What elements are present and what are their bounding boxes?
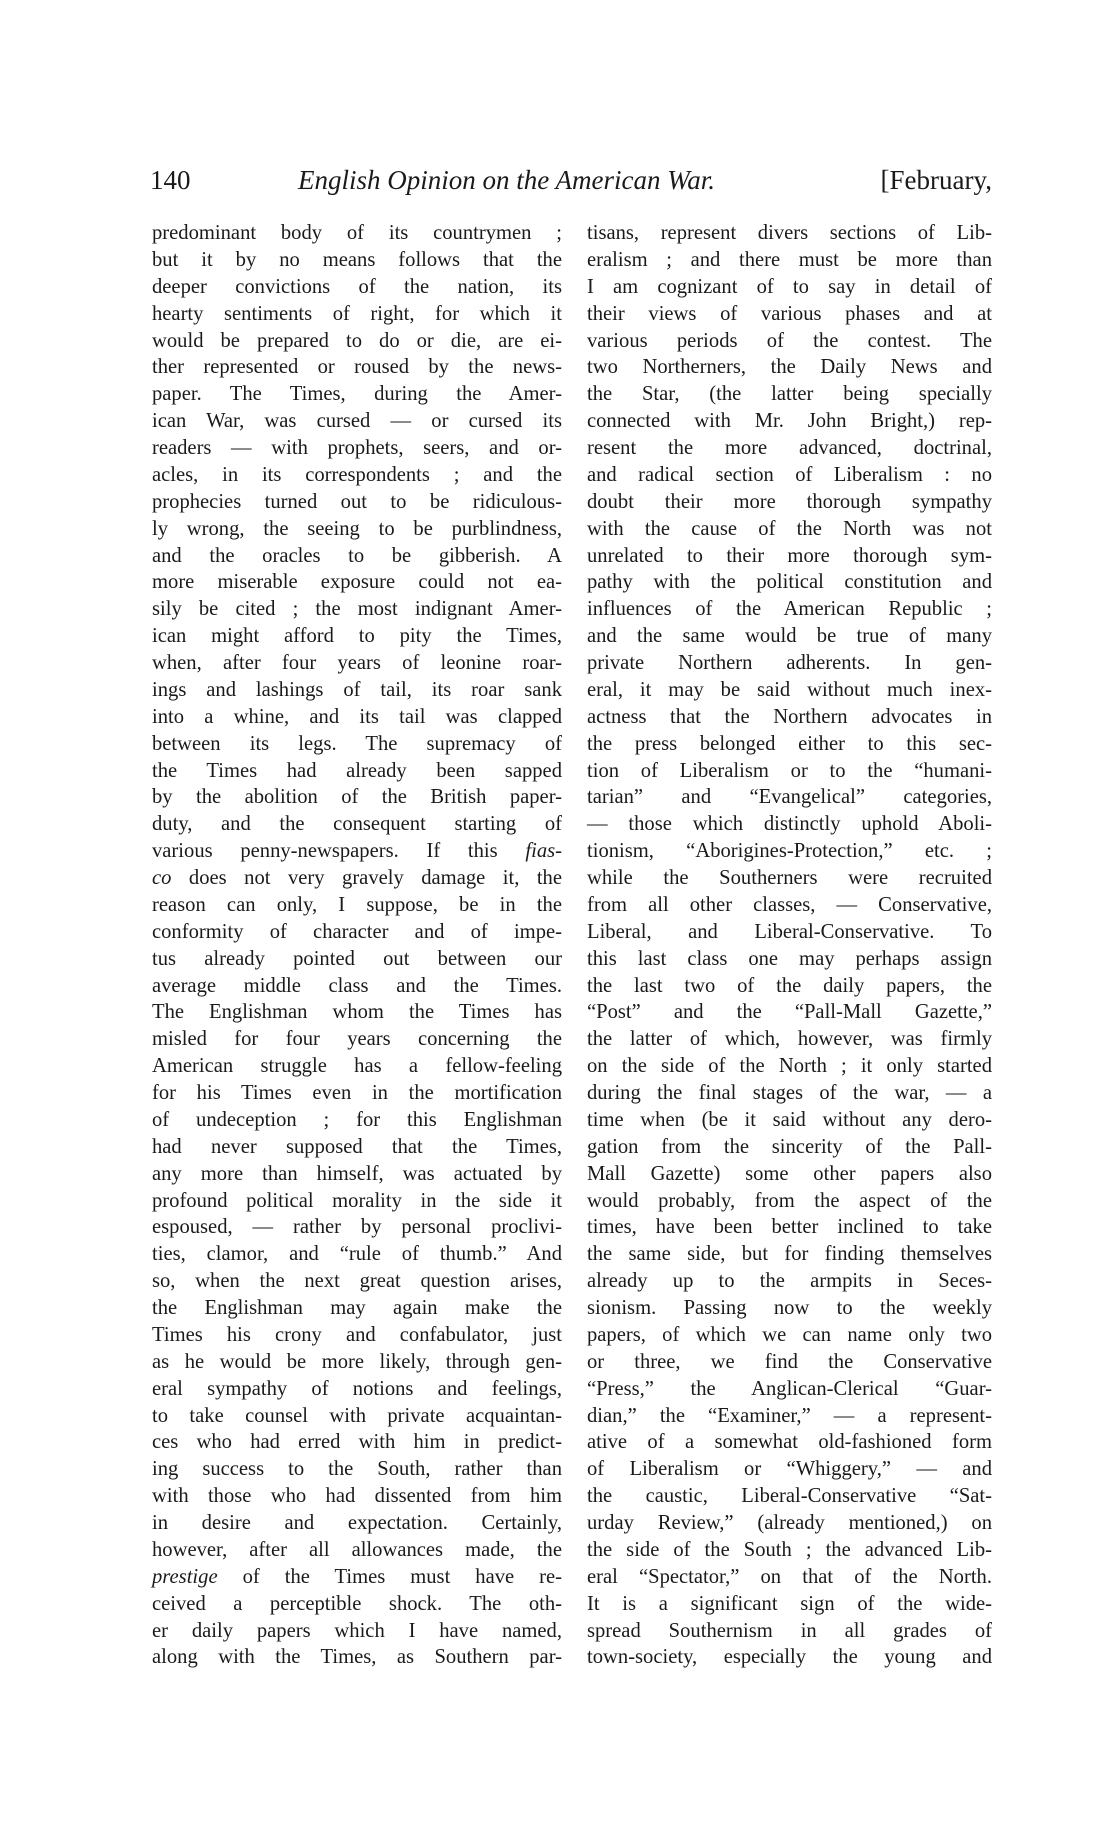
- text-line: or three, we find the Conservative: [587, 1350, 992, 1373]
- text-line: the Times had already been sapped: [152, 759, 562, 782]
- text-line: hearty sentiments of right, for which it: [152, 302, 562, 325]
- text-line: in desire and expectation. Certainly,: [152, 1512, 562, 1534]
- text-line: ly wrong, the seeing to be purblindness,: [152, 517, 562, 540]
- text-line: espoused, — rather by personal proclivi-: [152, 1216, 562, 1239]
- running-title: English Opinion on the American War.: [298, 165, 715, 195]
- text-line: the caustic, Liberal-Conservative “Sat-: [587, 1485, 992, 1508]
- italic-text: co: [152, 867, 172, 889]
- text-line: “Post” and the “Pall-Mall Gazette,”: [587, 1001, 992, 1024]
- text-line: and radical section of Liberalism : no: [587, 463, 992, 486]
- text-line: misled for four years concerning the: [152, 1028, 562, 1051]
- italic-text: prestige: [152, 1565, 218, 1588]
- text-line: actness that the Northern advocates in: [587, 705, 992, 728]
- text-line: into a whine, and its tail was clapped: [152, 705, 562, 728]
- text-line: conformity of character and of impe-: [152, 920, 562, 943]
- text-line: eral, it may be said without much inex-: [587, 678, 992, 701]
- text-line: connected with Mr. John Bright,) rep-: [587, 410, 992, 433]
- text-line: while the Southerners were recruited: [587, 867, 992, 889]
- text-line: [152, 1564, 562, 1591]
- text-line: dian,” the “Examiner,” — a represent-: [587, 1404, 992, 1427]
- text-line: predominant body of its countrymen ;: [152, 222, 562, 244]
- text-line: to take counsel with private acquaintan-: [152, 1404, 562, 1427]
- italic-text: fias-: [525, 840, 562, 863]
- text-line: and the oracles to be gibberish. A: [152, 544, 562, 567]
- text-line: would probably, from the aspect of the: [587, 1189, 992, 1212]
- text-line: eralism ; and there must be more than: [587, 248, 992, 271]
- text-line: the same side, but for finding themselves: [587, 1243, 992, 1266]
- right-column: [587, 220, 992, 1671]
- text-line: two Northerners, the Daily News and: [587, 356, 992, 379]
- text-line: pathy with the political constitution and: [587, 571, 992, 594]
- text-line: — those which distinctly uphold Aboli-: [587, 813, 992, 836]
- text-line: tarian” and “Evangelical” categories,: [587, 786, 992, 809]
- text-line: of undeception ; for this Englishman: [152, 1108, 562, 1131]
- text-line: urday Review,” (already mentioned,) on: [587, 1512, 992, 1534]
- text-line: unrelated to their more thorough sym-: [587, 544, 992, 567]
- text-line: ican War, was cursed — or cursed its: [152, 410, 562, 433]
- text-line: by the abolition of the British paper-: [152, 786, 562, 809]
- text-line: papers, of which we can name only two: [587, 1323, 992, 1346]
- text-line: the press belonged either to this sec-: [587, 732, 992, 755]
- text-line: with those who had dissented from him: [152, 1485, 562, 1508]
- text-line: for his Times even in the mortification: [152, 1082, 562, 1104]
- text-line: ing success to the South, rather than: [152, 1458, 562, 1481]
- text-line: tionism, “Aborigines-Protection,” etc. ;: [587, 840, 992, 863]
- text-line: and the same would be true of many: [587, 625, 992, 648]
- text-line: duty, and the consequent starting of: [152, 813, 562, 836]
- text-line: so, when the next great question arises,: [152, 1270, 562, 1293]
- text-line: [152, 865, 562, 892]
- text-line: the side of the South ; the advanced Lib-: [587, 1538, 992, 1561]
- text-line: eral “Spectator,” on that of the North.: [587, 1565, 992, 1588]
- text-line: readers — with prophets, seers, and or-: [152, 437, 562, 459]
- text-line: had never supposed that the Times,: [152, 1135, 562, 1158]
- text-line: tisans, represent divers sections of Lib-: [587, 222, 992, 244]
- text-segment: various penny-newspapers. If this: [152, 840, 526, 863]
- left-column: [152, 220, 562, 1671]
- text-line: the Englishman may again make the: [152, 1297, 562, 1319]
- text-line: of Liberalism or “Whiggery,” — and: [587, 1458, 992, 1481]
- text-line: along with the Times, as Southern par-: [152, 1646, 562, 1669]
- text-line: It is a significant sign of the wide-: [587, 1592, 992, 1615]
- text-line: already up to the armpits in Seces-: [587, 1270, 992, 1293]
- text-line: ative of a somewhat old-fashioned form: [587, 1431, 992, 1454]
- running-month: [February,: [880, 165, 992, 195]
- text-line: ican might afford to pity the Times,: [152, 625, 562, 648]
- text-line: during the final stages of the war, — a: [587, 1082, 992, 1104]
- text-line: between its legs. The supremacy of: [152, 732, 562, 755]
- text-line: influences of the American Republic ;: [587, 598, 992, 621]
- page-number: 140: [150, 165, 191, 195]
- text-line: eral sympathy of notions and feelings,: [152, 1377, 562, 1400]
- text-line: would be prepared to do or die, are ei-: [152, 329, 562, 352]
- text-line: with the cause of the North was not: [587, 517, 992, 540]
- text-line: private Northern adherents. In gen-: [587, 652, 992, 674]
- text-line: various periods of the contest. The: [587, 329, 992, 352]
- text-line: spread Southernism in all grades of: [587, 1619, 992, 1642]
- text-line: doubt their more thorough sympathy: [587, 490, 992, 513]
- text-segment: of the Times must have re-: [217, 1565, 562, 1588]
- text-line: Liberal, and Liberal-Conservative. To: [587, 920, 992, 943]
- text-line: I am cognizant of to say in detail of: [587, 275, 992, 298]
- text-line: prophecies turned out to be ridiculous-: [152, 490, 562, 513]
- text-line: The Englishman whom the Times has: [152, 1001, 562, 1024]
- text-line: Mall Gazette) some other papers also: [587, 1162, 992, 1185]
- text-line: the last two of the daily papers, the: [587, 974, 992, 997]
- text-line: the Star, (the latter being specially: [587, 383, 992, 406]
- text-line: er daily papers which I have named,: [152, 1619, 562, 1642]
- text-line: as he would be more likely, through gen-: [152, 1350, 562, 1373]
- text-line: from all other classes, — Conservative,: [587, 893, 992, 916]
- text-line: ces who had erred with him in predict-: [152, 1431, 562, 1454]
- text-line: tus already pointed out between our: [152, 947, 562, 970]
- text-line: on the side of the North ; it only started: [587, 1055, 992, 1078]
- text-line: sionism. Passing now to the weekly: [587, 1297, 992, 1319]
- text-line: average middle class and the Times.: [152, 974, 562, 997]
- text-segment: does not very gravely damage it, the: [171, 867, 562, 889]
- text-line: resent the more advanced, doctrinal,: [587, 437, 992, 459]
- text-line: acles, in its correspondents ; and the: [152, 463, 562, 486]
- text-line: ceived a perceptible shock. The oth-: [152, 1592, 562, 1615]
- text-line: but it by no means follows that the: [152, 248, 562, 271]
- text-line: reason can only, I suppose, be in the: [152, 893, 562, 916]
- text-line: the latter of which, however, was firmly: [587, 1028, 992, 1051]
- text-line: Times his crony and confabulator, just: [152, 1323, 562, 1346]
- text-line: American struggle has a fellow-feeling: [152, 1055, 562, 1078]
- text-line: [152, 838, 562, 865]
- text-line: “Press,” the Anglican-Clerical “Guar-: [587, 1377, 992, 1400]
- text-line: more miserable exposure could not ea-: [152, 571, 562, 594]
- text-line: sily be cited ; the most indignant Amer-: [152, 598, 562, 621]
- text-line: profound political morality in the side it: [152, 1189, 562, 1212]
- text-line: ings and lashings of tail, its roar sank: [152, 678, 562, 701]
- text-line: paper. The Times, during the Amer-: [152, 383, 562, 406]
- text-line: ther represented or roused by the news-: [152, 356, 562, 379]
- text-line: gation from the sincerity of the Pall-: [587, 1135, 992, 1158]
- text-line: when, after four years of leonine roar-: [152, 652, 562, 674]
- text-line: ties, clamor, and “rule of thumb.” And: [152, 1243, 562, 1266]
- text-line: tion of Liberalism or to the “humani-: [587, 759, 992, 782]
- text-line: however, after all allowances made, the: [152, 1538, 562, 1561]
- text-line: any more than himself, was actuated by: [152, 1162, 562, 1185]
- text-line: this last class one may perhaps assign: [587, 947, 992, 970]
- text-line: time when (be it said without any dero-: [587, 1108, 992, 1131]
- text-line: their views of various phases and at: [587, 302, 992, 325]
- text-line: town-society, especially the young and: [587, 1646, 992, 1669]
- text-line: times, have been better inclined to take: [587, 1216, 992, 1239]
- text-line: deeper convictions of the nation, its: [152, 275, 562, 298]
